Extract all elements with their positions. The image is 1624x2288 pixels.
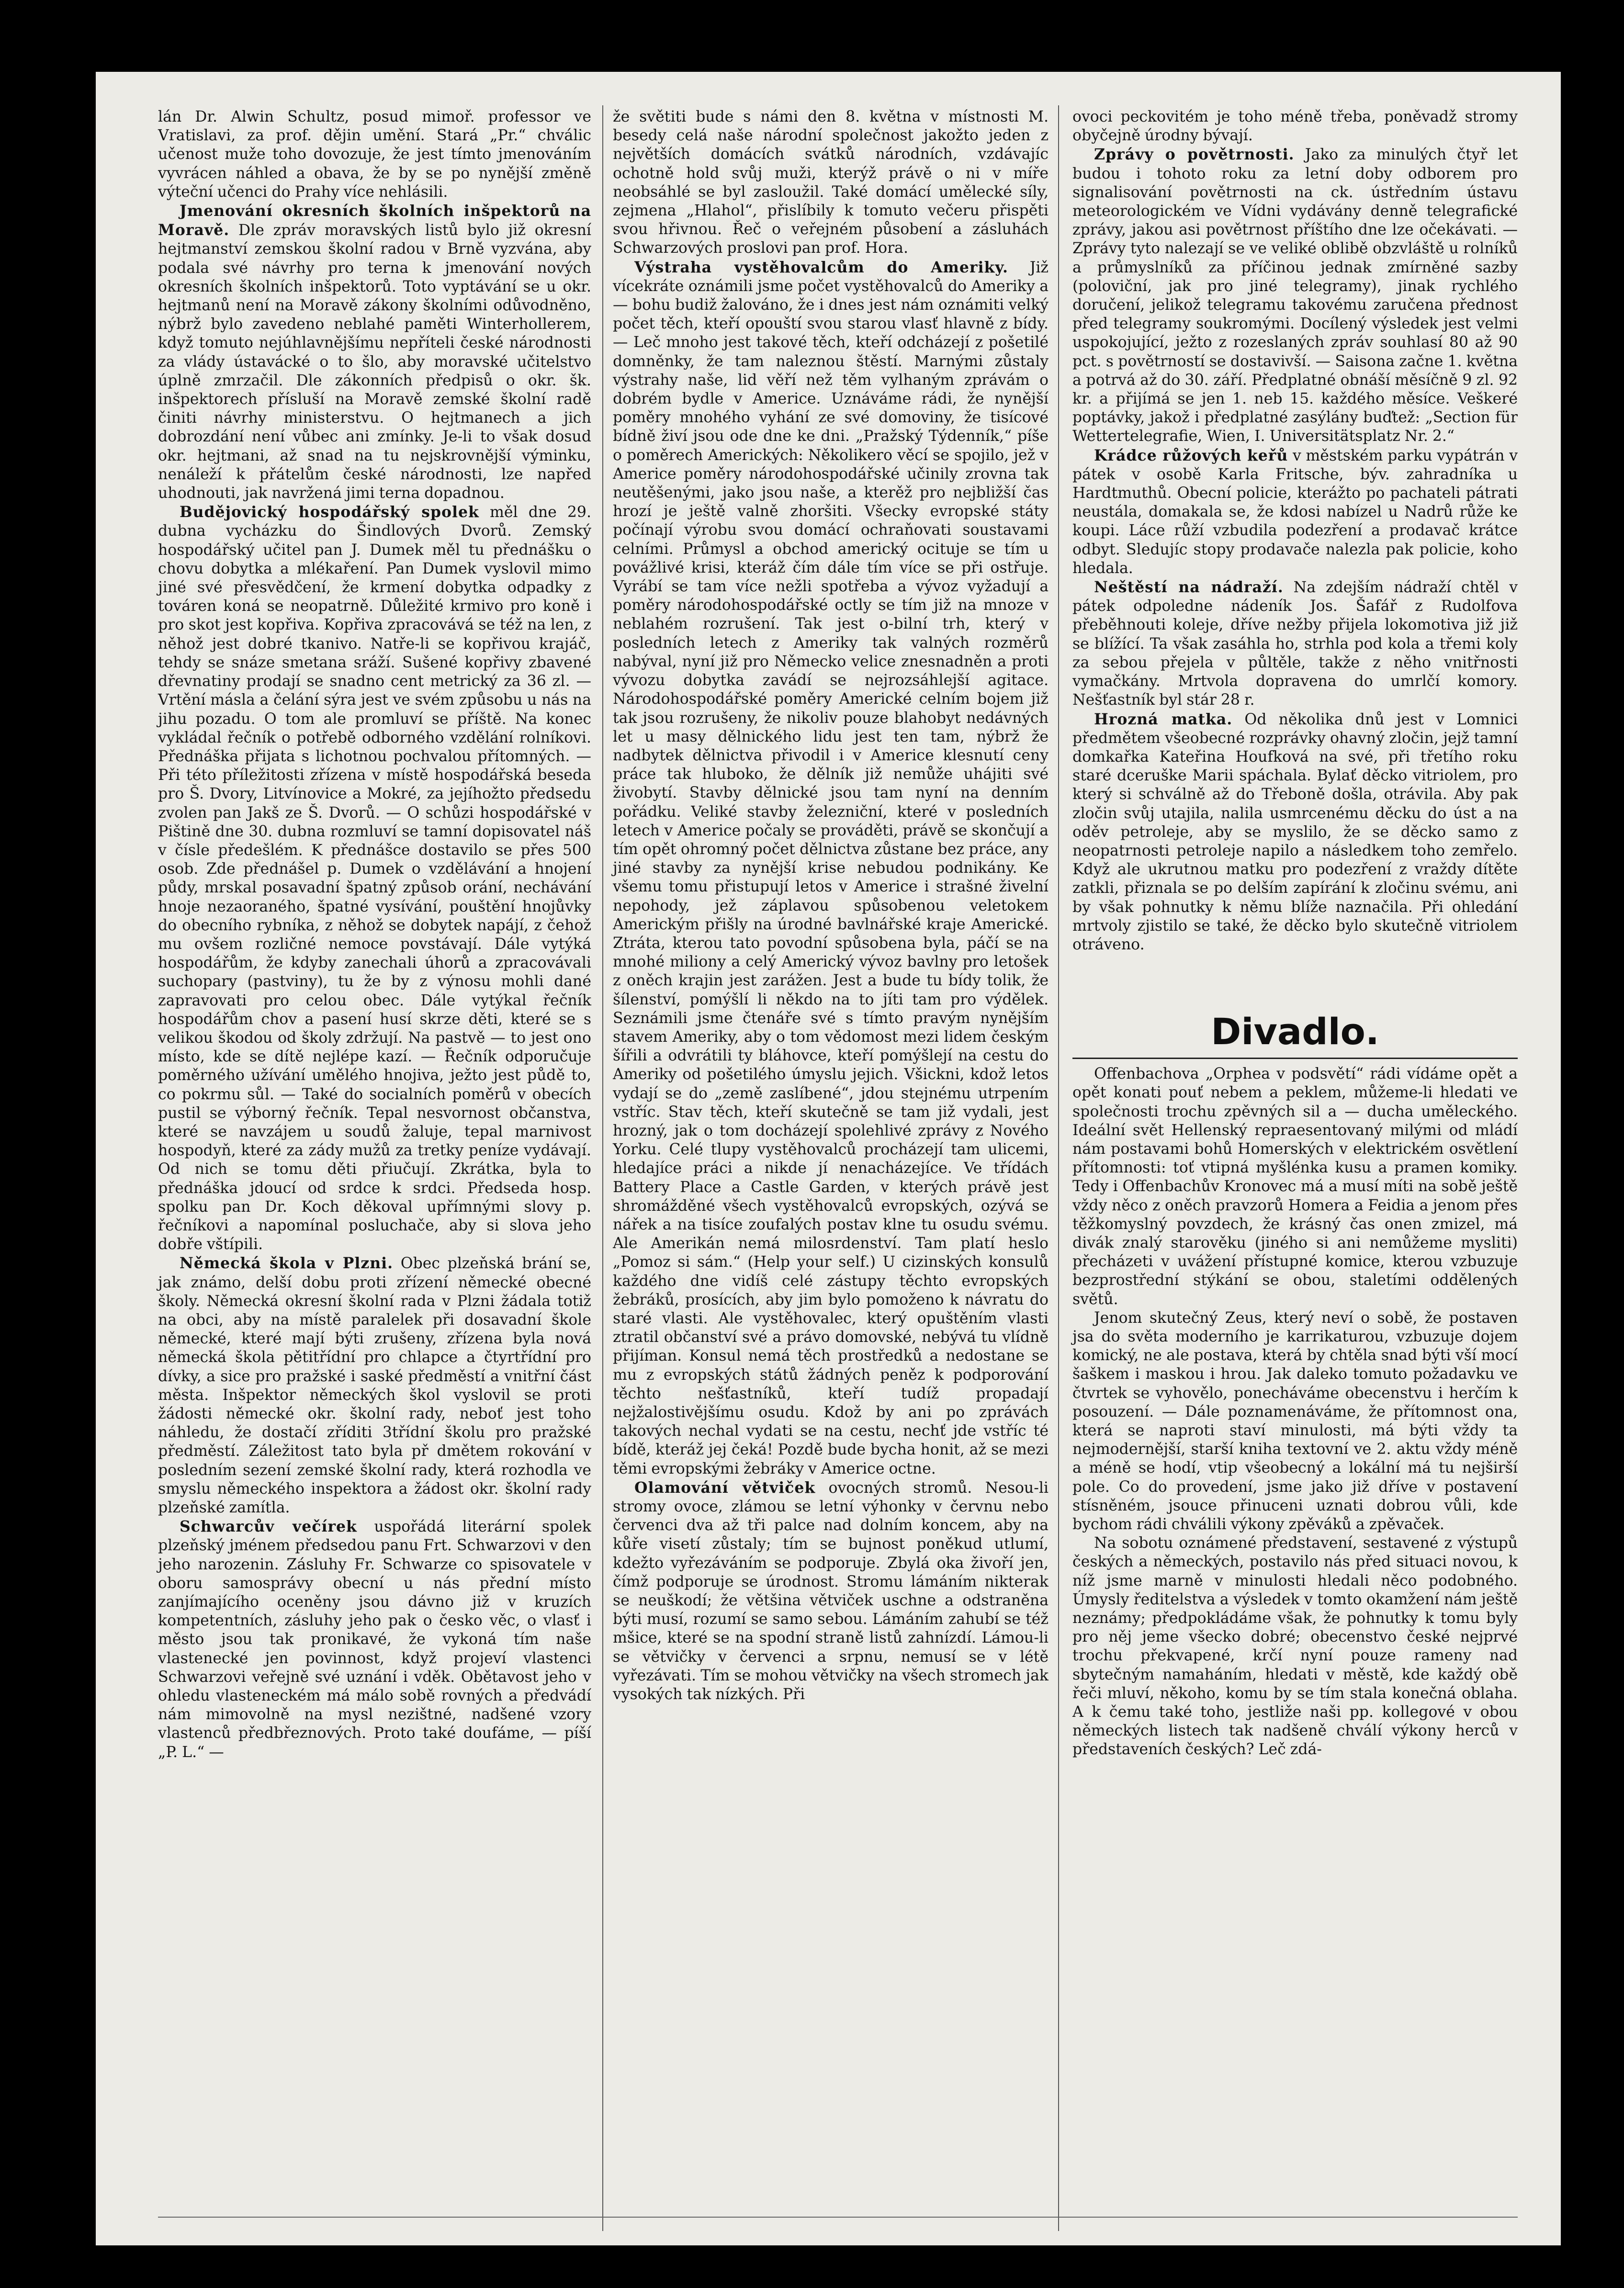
- divadlo-heading-box: [1072, 1011, 1518, 1059]
- divadlo-rule: [1072, 1058, 1518, 1059]
- article-paragraph: [1072, 145, 1518, 446]
- column-2: [613, 108, 1049, 2224]
- article-paragraph: [158, 1254, 591, 1517]
- article-headline: Německá škola v Plzni.: [180, 1254, 394, 1273]
- column-3-articles: [1072, 108, 1518, 954]
- column-1: [158, 108, 591, 2224]
- article-headline: Výstraha vystěhovalcům do Ameriky.: [634, 258, 1008, 276]
- divadlo-paragraph: Na sobotu oznámené představení, sestavené z výstupů českých a německých, postavilo nás před situaci novou, k níž jsme marně v minulosti hledali něco podobného. Úmysly ředitelstva a výsledek v tomto okamžení nám ještě neznámy; předpokládáme však, že pohnutky k tomu byly pro něj jeme všecko dobré; obecenstvo české nejprvé trochu překvapené, krčí nyní pouze rameny nad sbytečným namaháním, hledati v městě, kde každý obě řeči mluví, někoho, komu by se tím stala konečná oblaha. A k čemu také toho, jestliže naši pp. kollegové v obou německých listech tak nadšeně chválí výkony herců v představeních českých? Leč zdá-: [1072, 1534, 1518, 1758]
- article-headline: Zprávy o povětrnosti.: [1094, 146, 1295, 164]
- column-rule: [602, 105, 603, 2231]
- article-text: ovocných stromů. Nesou-li stromy ovoce, zlámou se letní výhonky v červnu nebo červenci dva až tři palce nad dolním koncem, aby na kůře visetí zůstaly; tím se bujnost poněkud utlumí, kdežto vyřezáváním se podporuje. Zbylá oka živoří jen, čímž podporuje se úrodnost. Stromu lámáním nikterak se neuškodí; že většina větviček uschne a odstraněna býti musí, rozumí se samo sebou. Lámáním zahubí se též mšice, které se na spodní straně listů zahnízdí. Lámou-li se větvičky v červenci a srpnu, nemusí se v létě vyřezávati. Tím se mohou větvičky na všech stromech jak vysokých tak nízkých. Při: [613, 1479, 1049, 1703]
- article-headline: Neštěstí na nádraží.: [1094, 578, 1284, 597]
- divadlo-paragraph: Jenom skutečný Zeus, který neví o sobě, že postaven jsa do světa moderního je karrikaturou, vzbuzuje dojem komický, ne ale postava, která by chtěla snad býti vší mocí šaškem i maskou i hrou. Jak daleko tomuto požadavku ve čtvrtek se vyhovělo, ponecháváme obecenstvu i herčím k posouzení. — Dále poznamenáváme, že přítomnost ona, která se naproti staví minulosti, má býti vždy ta nejmodernější, starší kniha textovní ve 2. aktu vždy méně a méně se hodí, vtip všeobecný a lokální má tu nejširší pole. Co do provedení, jsme jako již dříve v postavení stísněném, jsouce přinuceni uznati dobrou vůli, kde bychom rádi chválili výkony zpěváků a zpěvaček.: [1072, 1309, 1518, 1533]
- article-text: Již vícekráte oznámili jsme počet vystěhovalců do Ameriky a — bohu budiž žalováno, že i dnes jest nám oznámiti velký počet těch, kteří opouští svou starou vlasť hlavně z bídy. — Leč mnoho jest takové těch, kteří odcházejí z pošetilé domněnky, že tam naleznou štěstí. Marnými zůstaly výstrahy naše, lid věří než těm vylhaným zprávám o dobrém bydle v Americe. Uznáváme rádi, že nynější poměry mnohého vyhání ze své domoviny, že tisícové bídně živí jsou ode dne ke dni. „Pražský Týdenník,“ píše o poměrech Amerických: Několikero věcí se spojilo, jež v Americe poměry národohospodářské učinily zrovna tak neutěšenými, jako jsou naše, a kterěž pro nejbližší čas hrozí je ještě valně zhoršiti. Všecky evropské státy počínají výrobu svou domácí ochraňovati soustavami celními. Průmysl a obchod americký ocituje se tím u povážlivé krisi, kteráž čím dále tím více se při ostřuje. Vyrábí se tam více nežli spotřeba a vývoz vyžadují a poměry národohospodářské octly se tím již na mnoze v neblahém rozrušení. Tak jest o-bilní trh, který v posledních letech z Ameriky tak valných rozměrů nabýval, nyní již pro Německo velice znesnadněn a proti vývozu dobytka zavádí se nejrozsáhlejší agitace. Národohospodářské poměry Americké celním bojem již tak jsou rozrušeny, že nikoliv pouze blahobyt nedávných let u masy dělnického lidu jest ten tam, nýbrž že nadbytek dělnictva přivodil i v Americe klesnutí ceny práce tak hluboko, že dělník již nemůže uhájiti své živobytí. Stavby dělnické jsou tam nyní na denním pořádku. Veliké stavby železniční, které v posledních letech v Americe počaly se prováděti, právě se skončují a tím opět ohromný počet dělnictva zůstane bez práce, any jiné stavby za nynější krise nebudou podnikány. Ke všemu tomu přistupují letos v Americe i strašné živelní nepohody, jež záplavou spůsobenou veletokem Americkým přišly na úrodné bavlnářské kraje Americké. Ztráta, kterou tato povodní spůsobena byla, páčí se na mnohé miliony a celý Americký vývoz bavlny pro letošek z oněch krajin jest zarážen. Jest a bude tu bídy tolik, že šílenství, pomýšlí li někdo na to jíti tam pro výdělek. Seznámili jsme čtenáře své s tímto pravým nynějším stavem Ameriky, aby o tom vědomost mezi lidem českým šířili a odvrátili ty bláhovce, kteří pomýšlejí na cestu do Ameriky od pošetilého úmyslu jejich. Všickni, kdož letos vydají se do „země zaslíbené“, jdou stejnému utrpením vstříc. Stav těch, kteří skutečně se tam již vydali, jest hrozný, jak o tom docházejí spolehlivé zprávy z Nového Yorku. Celé tlupy vystěhovalců procházejí tam ulicemi, hledajíce práci a nikde jí nenacházejíce. Ve třídách Battery Place a Castle Garden, v kterých právě jest shromážděné všech vystěhovalců evropských, ozývá se nářek a na tisíce zoufalých postav klne tu osudu svému. Ale Amerikán nemá milosrdenství. Tam platí heslo „Pomoz si sám.“ (Help your self.) U cizinských konsulů každého dne vidíš celé zástupy těchto evropských žebráků, prosících, aby jim bylo pomoženo k návratu do staré vlasti. Ale vystěhovalec, který opuštěním vlasti ztratil občanství své a právo domovské, nebývá tu vlídně přijíman. Konsul nemá těch prostředků a nedostane se mu z evropských států žádných peněz k podporování těchto nešťastníků, kteří tudíž propadají nejžalostivějšímu osudu. Kdož by ani po zprávách takových nechal vydati se na cestu, nechť jde vstříc té bídě, kteráž jej čeká! Pozdě bude bycha honit, až se mezi těmi evropskými žebráky v Americe octne.: [613, 259, 1049, 1477]
- divadlo-heading: Divadlo.: [1211, 1010, 1379, 1053]
- article-paragraph: [158, 202, 591, 503]
- article-paragraph: [1072, 108, 1518, 145]
- divadlo-article: [1072, 1065, 1518, 1759]
- article-headline: Schwarcův večírek: [180, 1518, 357, 1536]
- article-paragraph: [613, 1478, 1049, 1704]
- article-paragraph: [613, 258, 1049, 1478]
- article-paragraph: [613, 108, 1049, 258]
- article-text: Od několika dnů jest v Lomnici předmětem všeobecné rozprávky ohavný zločin, jejž tamní domkařka Kateřina Houfková na své, při třetího roku staré dceruške Marii spáchala. Bylať děcko vitriolem, pro který si schválně až do Třeboně došla, otrávila. Aby pak zločin svůj utajila, nalila usmrcenému děcku do úst a na oděv petroleje, aby se myslilo, že se děcko samo z neopatrnosti petroleje napilo a následkem toho zemřelo. Když ale ukrutnou matku pro podezření z vraždy dítěte zatkli, přiznala se po delším zapírání k zločinu svému, ani by však pohnutky k němu blíže naznačila. Při ohledání mrtvoly zjistilo se také, že děcko bylo skutečně vitriolem otráveno.: [1072, 710, 1518, 953]
- article-paragraph: [158, 108, 591, 202]
- article-headline: Hrozná matka.: [1094, 710, 1233, 728]
- article-text: lán Dr. Alwin Schultz, posud mimoř. professor ve Vratislavi, za prof. dějin umění. Stará „Pr.“ chválic učenost muže toho dovozuje, že jest tímto jmenováním vyvrácen náhled a obava, že by se po nynější změně výteční učenci do Prahy více nehlásili.: [158, 108, 591, 201]
- article-headline: Olamování větviček: [634, 1478, 816, 1497]
- article-text: uspořádá literární spolek plzeňský jménem předsedou panu Frt. Schwarzovi v den jeho narozenin. Zásluhy Fr. Schwarze co spisovatele v oboru samosprávy obecní u nás přední místo zanjímajícího oceněny jsou dávno již v kruzích kompetentních, zásluhy jeho pak o česko věc, o vlasť i město jsou tak pronikavé, že vykoná tím naše vlastenecké jen povinnost, když projeví vlastenci Schwarzovi veřejně své uznání i vděk. Obětavost jeho v ohledu vlasteneckém má málo sobě rovných a předvádí nám mimovolně na mysl nezištné, nadšené vzory vlastenců předbřeznových. Proto také doufáme, — píší „P. L.“ —: [158, 1518, 591, 1761]
- page-bottom-rule: [158, 2217, 1518, 2218]
- article-text: Na zdejším nádraží chtěl v pátek odpoledne nádeník Jos. Šafář z Rudolfova přeběhnouti koleje, dříve nežby přijela lokomotiva již již se blížící. Ta však zasáhla ho, strhla pod kola a třemi koly za sebou přejela v půltěle, takže z něho vnitřnosti vymačkány. Mrtvola dopravena do umrlčí komory. Nešťastník byl stár 28 r.: [1072, 579, 1518, 709]
- article-text: Jako za minulých čtyř let budou i tohoto roku za letní doby odborem pro signalisování povětrnosti na ck. ústředním ústavu meteorologickém ve Vídni vydávány denně telegrafické zprávy, jakou asi povětrnost příštího dne lze očekávati. — Zprávy tyto nalezají se ve veliké oblibě obzvláště u rolníků a průmyslníků za příčinou jednak zmírněné sazby (poloviční, jak pro jiné telegramy), jinak rychlého doručení, jelikož telegramu takovému zaručena přednost před telegramy soukromými. Docílený výsledek jest velmi uspokojující, ježto z rozeslaných zpráv souhlasí 80 až 90 pct. s povětrností se dostavivší. — Saisona začne 1. května a potrvá až do 30. září. Předplatné obnáší měsíčně 9 zl. 92 kr. a přijímá se jen 1. neb 15. každého měsíce. Veškeré poptávky, jakož i předplatné zasýlány buďtež: „Section für Wettertelegrafie, Wien, I. Universitätsplatz Nr. 2.“: [1072, 146, 1518, 445]
- column-3: [1072, 108, 1518, 2224]
- article-paragraph: [158, 1517, 591, 1762]
- article-text: Obec plzeňská brání se, jak známo, delší dobu proti zřízení německé obecné školy. Německá okresní školní rada v Plzni žádala totiž na obci, aby na místě paralelek při dosavadní škole německé, které mají býti zrušeny, zřízena byla nová německá škola pětitřídní pro chlapce a čtyrtřídní pro dívky, a sice pro pražské i saské předměstí a vnitřní část města. Inšpektor německých škol vyslovil se proti žádosti německé okr. školní rady, neboť jest toho náhledu, že dostačí zříditi 3třídní školu pro pražské předměstí. Záležitost tato byla př dmětem rokování v posledním sezení zemské školní rady, která rozhodla ve smyslu německého inspektora a žádost okr. školní rady plzeňské zamítla.: [158, 1255, 591, 1517]
- article-headline: Krádce růžových keřů: [1094, 446, 1288, 464]
- article-paragraph: [1072, 710, 1518, 955]
- article-headline: Jmenování okresních školních inšpektorů na Moravě.: [158, 202, 591, 239]
- article-text: Dle zpráv moravských listů bylo již okresní hejtmanství zemskou školní radou v Brně vyzvána, aby podala své návrhy pro terna k jmenování nových okresních školních inšpektorů. Toto vyptávání se u okr. hejtmanů není na Moravě zákony školními odůvodněno, nýbrž bylo zavedeno neblahé paměti Winterhollerem, když tomuto nejúhlavnějšímu nepříteli české národnosti za vlády ústavácké o to šlo, aby moravské učitelstvo úplně zmrzačil. Dle zákonních předpisů o okr. šk. inšpektorech přísluší na Moravě zemské školní radě činiti návrhy ministerstvu. O hejtmanech a jich dobrozdání není vůbec ani zmínky. Je-li to však dosud okr. hejtmani, až snad na tu nejskrovnější výminku, nenáleží k přátelům české národnosti, lze napřed uhodnouti, jak navržená jimi terna dopadnou.: [158, 222, 591, 502]
- column-rule: [1058, 105, 1059, 2231]
- article-paragraph: [1072, 578, 1518, 710]
- article-text: měl dne 29. dubna vycházku do Šindlových Dvorů. Zemský hospodářský učitel pan J. Dumek měl tu přednášku o chovu dobytka a mlékaření. Pan Dumek vyslovil mimo jiné své přesvědčení, že krmení dobytka odpadky z továren koná se neopatrně. Důležité krmivo pro koně i pro skot jest kopřiva. Kopřiva zpracovává se též na len, z něhož jest dobré tkanivo. Natře-li se kopřivou krajáč, tehdy se snáze smetana sráží. Sušené kopřivy zbavené dřevnatiny prodají se snadno cent metrický za 36 zl. — Vrtění másla a čelání sýra jest ve svém způsobu u nás na jihu pozadu. O tom ale promluví se příště. Na konec vykládal řečník o potřebě odborného vzdělání rolníkovi. Přednáška přijata s lichotnou pochvalou přítomných. — Při této příležitosti zřízena v místě hospodářská beseda pro Š. Dvory, Litvínovice a Mokré, za jejíhožto předsedu zvolen pan Jakš ze Š. Dvorů. — O schůzi hospodářské v Pištině dne 30. dubna rozmluví se tamní dopisovatel náš v čísle předešlém. K přednášce dostavilo se přes 500 osob. Zde přednášel p. Dumek o vzdělávání a hnojení půdy, mrskal posavadní špatný způsob orání, nechávání hnoje nezaoraného, špatné vysívání, pouštění hnojůvky do obecního rybníka, z něhož se dobytek napájí, z čehož mu ovšem rozličné nemoce povstávají. Dále vytýká hospodářům, že kdyby zanechali úhorů a zpracovávali suchopary (pastviny), tu že by z výnosu mohli dané zapravovati pro celou obec. Dále vytýkal řečník hospodářům chov a pasení husí skrze děti, které se s velikou škodou od školy zdržují. Na pastvě — to jest ono místo, kde se dítě nejlépe kazí. — Řečník odporučuje poměrného užívání umělého hnojiva, ježto jest půdě to, co pokrmu sůl. — Také do socialních poměrů v obecích pustil se výborný řečník. Tepal nesvornost občanstva, které se navzájem u soudů žaluje, tepal marnivost hospodyň, které za zády mužů za tretky peníze vydávají. Od nich se tomu děti přiučují. Zkrátka, byla to přednáška jdoucí od srdce k srdci. Předseda hosp. spolku pan Dr. Koch děkoval upřímnými slovy p. řečníkovi a napomínal posluchače, aby si slova jeho dobře vštípili.: [158, 504, 591, 1253]
- article-headline: Budějovický hospodářský spolek: [180, 503, 479, 521]
- article-text: že světiti bude s námi den 8. května v místnosti M. besedy celá naše národní společnost jakožto jeden z největších domácích svátků národních, vzdávajíc ochotně hold svůj muži, kterýž právě o ni v míře neobsáhlé se byl zasloužil. Také domácí umělecké síly, zejmena „Hlahol“, přislíbily k tomuto večeru přispěti svou hřivnou. Řeč o veřejném působení a zásluhách Schwarzových proslovi pan prof. Hora.: [613, 108, 1049, 257]
- divadlo-paragraph: Offenbachova „Orphea v podsvětí“ rádi vídáme opět a opět konati pouť nebem a peklem, můžeme-li hledati ve společnosti trochu zpěvných sil a — ducha uměleckého. Ideální svět Hellenský repraesentovaný milými od mládí nám postavami bohů Homerských v elektrickém osvětlení přítomnosti: toť vtipná myšlénka kusu a pramen komiky. Tedy i Offenbachův Kronovec má a musí míti na sobě ještě vždy něco z oněch pravzorů Homera a Feidia a jenom přes těžkomyslný povzdech, že krásný čas onen zmizel, má divák znalý starověku (jiného si ani nemůžeme mysliti) přecházeti v uvážení přístupné komice, kterou vzbuzuje bezprostřední stýkání se obou, staletími oddělených světů.: [1072, 1065, 1518, 1308]
- article-text: v městském parku vypátrán v pátek v osobě Karla Fritsche, býv. zahradníka u Hardtmuthů. Obecní policie, kterážto po pachateli pátrati neustála, domakala se, že kdosi nabízel u Nadrů růže ke koupi. Láce růží vzbudila podezření a prodavač krátce odbyt. Sledujíc stopy prodavače nalezla pak policie, koho hledala.: [1072, 447, 1518, 577]
- article-paragraph: [1072, 446, 1518, 578]
- article-paragraph: [158, 503, 591, 1254]
- newspaper-page: [96, 72, 1561, 2245]
- article-text: ovoci peckovitém je toho méně třeba, poněvadž stromy obyčejně úrodny bývají.: [1072, 108, 1518, 145]
